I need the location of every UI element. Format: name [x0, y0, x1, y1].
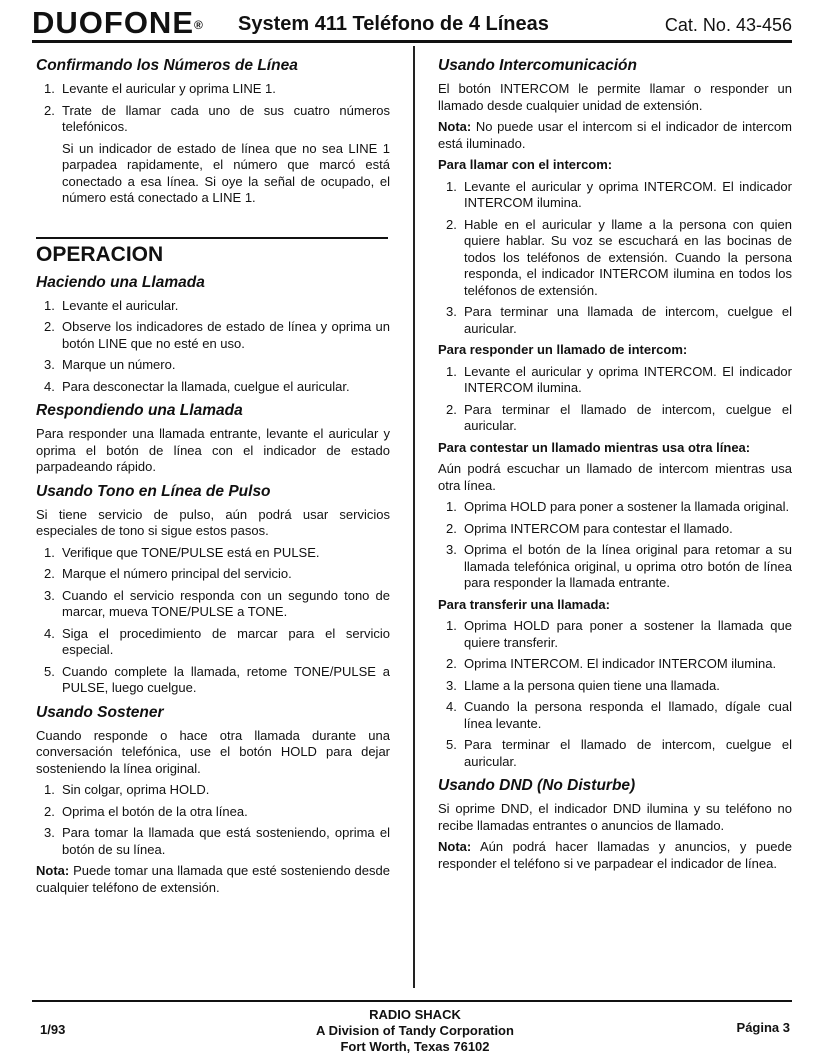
page-header: [32, 6, 792, 40]
list-item: 1. Levante el auricular y oprima LINE 1.: [44, 81, 276, 96]
list-item: 1. Verifique que TONE/PULSE está en PULSE.: [44, 544, 320, 560]
list-item: 3. Para tomar la llamada que está sosteniendo, oprima el botón de su línea.: [44, 825, 390, 857]
page-number: Página 3: [736, 1020, 790, 1035]
header-divider: [32, 40, 792, 43]
confirm-steps: [36, 81, 390, 136]
list-item: 1. Sin colgar, oprima HOLD.: [44, 782, 210, 797]
list-item: 3. Oprima el botón de la línea original para retomar a su llamada telefónica original, u oprima otro botón de línea para responder la llamada entrante.: [446, 542, 792, 590]
catalog-number: Cat. No. 43-456: [664, 15, 792, 35]
list-item: 2. Marque el número principal del servicio.: [44, 566, 292, 581]
list-item: 5. Cuando complete la llamada, retome TONE/PULSE a PULSE, luego cuelgue.: [44, 663, 390, 695]
company-name: RADIO SHACK: [369, 1007, 461, 1022]
list-item: 2. Observe los indicadores de estado de línea y oprima un botón LINE que no esté en uso.: [44, 319, 390, 351]
list-item: 1. Oprima HOLD para poner a sostener la llamada original.: [446, 499, 790, 514]
company-address: Fort Worth, Texas 76102: [340, 1039, 490, 1054]
subsection-title-answer-intercom: Para responder un llamado de intercom:: [438, 342, 688, 357]
section-title-making-call: Haciendo una Llamada: [36, 273, 205, 291]
list-item: 3. Para terminar una llamada de intercom, cuelgue el auricular.: [446, 304, 792, 336]
column-divider: [413, 46, 415, 988]
confirm-explanation: Si un indicador de estado de línea que no sea LINE 1 parpadea rapidamente, el número que marcó está conectado a esa línea. Si oye la señal de ocupado, el número está conectado a LINE 1.: [62, 140, 390, 205]
section-title-answering: Respondiendo una Llamada: [36, 402, 243, 419]
document-title: System 411 Teléfono de 4 Líneas: [238, 13, 549, 35]
section-title-dnd: Usando DND (No Disturbe): [438, 777, 636, 794]
section-title-confirm: Confirmando los Números de Línea: [36, 57, 298, 74]
answer-intercom-steps: [438, 364, 792, 435]
hold-steps: [36, 782, 390, 858]
brand-logo: DUOFONE®: [32, 5, 204, 40]
call-intercom-steps: [438, 179, 792, 338]
left-column: [36, 50, 390, 901]
footer-company: [300, 1007, 530, 1055]
list-item: 2. Hable en el auricular y llame a la persona con quien quiere hablar. Su voz se escuchará en las bocinas de todos los teléfonos de extensión. Cuando la persona responda, el indicador INTERCOM ilumina en todos los teléfonos de extensión.: [446, 216, 792, 298]
transfer-steps: [438, 618, 792, 770]
answer-while-busy-intro: Aún podrá escuchar un llamado de intercom mientras usa otra línea.: [438, 461, 792, 493]
right-column: [438, 50, 792, 877]
section-title-intercom: Usando Intercomunicación: [438, 57, 637, 74]
subsection-title-transfer: Para transferir una llamada:: [438, 596, 610, 612]
intercom-intro: El botón INTERCOM le permite llamar o responder un llamado desde cualquier unidad de extensión.: [438, 81, 792, 113]
list-item: 2. Trate de llamar cada uno de sus cuatro números telefónicos.: [44, 102, 390, 134]
subsection-title-answer-while-busy: Para contestar un llamado mientras usa otra línea:: [438, 439, 751, 455]
list-item: 3. Cuando el servicio responda con un segundo tono de marcar, mueva TONE/PULSE a TONE.: [44, 587, 390, 619]
footer-divider: [32, 1000, 792, 1002]
subsection-title-call-intercom: Para llamar con el intercom:: [438, 157, 613, 172]
section-title-tone-pulse: Usando Tono en Línea de Pulso: [36, 482, 271, 500]
list-item: 4. Para desconectar la llamada, cuelgue el auricular.: [44, 378, 350, 394]
list-item: 3. Marque un número.: [44, 357, 176, 372]
list-item: 3. Llame a la persona quien tiene una llamada.: [446, 677, 720, 693]
company-division: A Division of Tandy Corporation: [316, 1023, 514, 1038]
list-item: 4. Cuando la persona responda el llamado, dígale cual línea levante.: [446, 699, 792, 731]
list-item: 2. Oprima el botón de la otra línea.: [44, 803, 248, 819]
list-item: 2. Para terminar el llamado de intercom, cuelgue el auricular.: [446, 401, 792, 433]
list-item: 1. Levante el auricular y oprima INTERCOM. El indicador INTERCOM ilumina.: [446, 178, 792, 210]
list-item: 5. Para terminar el llamado de intercom, cuelgue el auricular.: [446, 737, 792, 769]
tone-pulse-intro: Si tiene servicio de pulso, aún podrá usar servicios especiales de tono si sigue estos pasos.: [36, 506, 390, 538]
dnd-intro: Si oprime DND, el indicador DND ilumina y su teléfono no recibe llamadas entrantes o anuncios de llamado.: [438, 801, 792, 833]
intercom-note: Nota: No puede usar el intercom si el indicador de intercom está iluminado.: [438, 119, 792, 151]
list-item: 1. Oprima HOLD para poner a sostener la llamada que quiere transferir.: [446, 618, 792, 650]
section-title-hold: Usando Sostener: [36, 703, 164, 721]
making-call-steps: [36, 298, 390, 396]
operation-heading: OPERACION: [36, 242, 164, 266]
list-item: 2. Oprima INTERCOM para contestar el llamado.: [446, 520, 733, 536]
list-item: 1. Levante el auricular.: [44, 297, 179, 313]
dnd-note: Nota: Aún podrá hacer llamadas y anuncios, y puede responder el teléfono si ve parpadear el indicador de línea.: [438, 839, 792, 871]
hold-note: Nota: Puede tomar una llamada que esté sosteniendo desde cualquier teléfono de extensión.: [36, 863, 390, 895]
footer-date: 1/93: [40, 1022, 66, 1037]
section-rule: [36, 237, 388, 239]
tone-pulse-steps: [36, 545, 390, 697]
answer-while-busy-steps: [438, 499, 792, 592]
list-item: 4. Siga el procedimiento de marcar para el servicio especial.: [44, 625, 390, 657]
list-item: 2. Oprima INTERCOM. El indicador INTERCOM ilumina.: [446, 656, 777, 671]
answering-text: Para responder una llamada entrante, levante el auricular y oprima el botón de línea con el indicador de estado parpadeando rápido.: [36, 426, 390, 474]
hold-intro: Cuando responde o hace otra llamada durante una conversación telefónica, use el botón HOLD para dejar sosteniendo la línea original.: [36, 727, 390, 776]
list-item: 1. Levante el auricular y oprima INTERCOM. El indicador INTERCOM ilumina.: [446, 363, 792, 395]
